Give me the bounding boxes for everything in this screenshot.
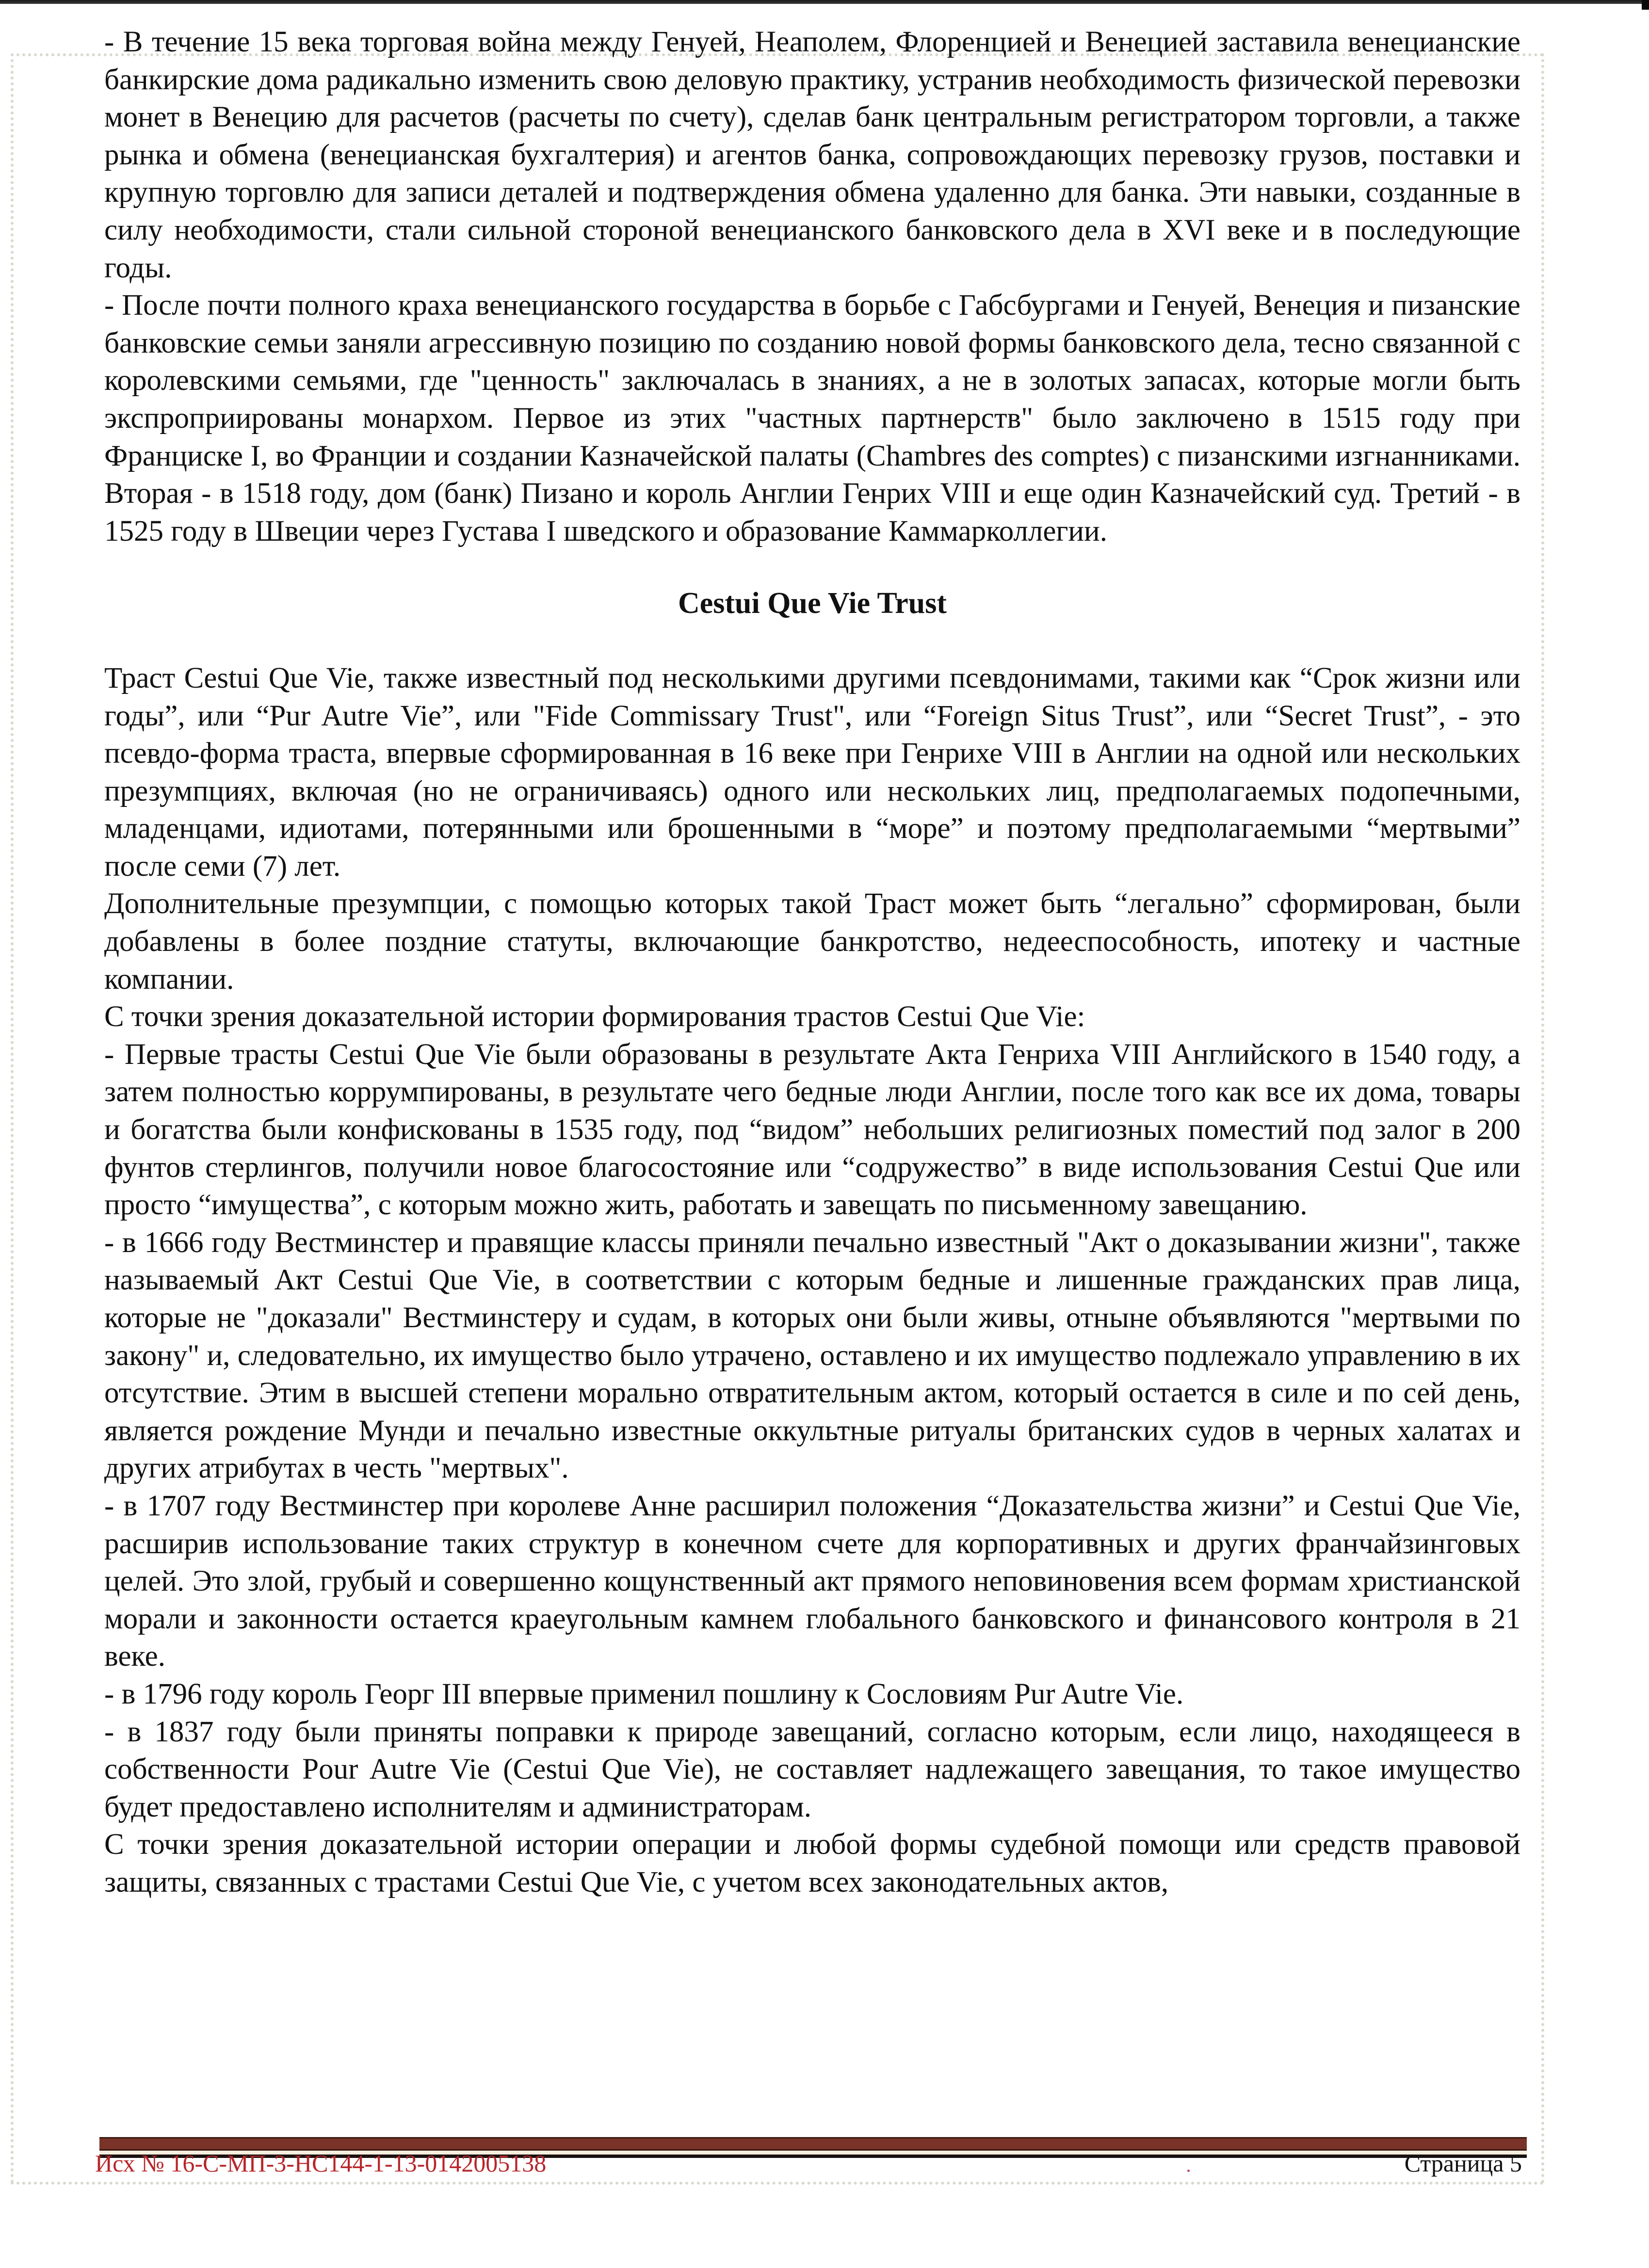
paragraph-act-1837: - в 1837 году были приняты поправки к природе завещаний, согласно которым, если лицо, находящееся в собственности Pour Autre Vie (Cestui Que Vie), не составляет надлежащего завещания, то такое имущество будет предоставлено исполнителям и администраторам. [104,1715,1520,1823]
footer-divider-thick [99,2137,1527,2151]
paragraph-formation-history-intro: С точки зрения доказательной истории формирования трастов Cestui Que Vie: [104,1000,1085,1033]
footer-reference-number: Исх № 16-С-МП-3-НС144-1-13-0142005138 [95,2150,547,2177]
paragraph-private-partnerships: - После почти полного краха венецианского государства в борьбе с Габсбургами и Генуей, Венеция и пизанские банковские семьи заняли агрессивную позицию по созданию новой формы банковского дела, тесно связанной с королевскими семьями, где "ценность" заключалась в знаниях, а не в золотых запасах, которые могли быть экспроприированы монархом. Первое из этих "частных партнерств" было заключено в 1515 году при Франциске I, во Франции и создании Казначейской палаты (Chambres des comptes) с пизанскими изгнанниками. Вторая - в 1518 году, дом (банк) Пизано и король Англии Генрих VIII и еще один Казначейский суд. Третий - в 1525 году в Швеции через Густава I шведского и образование Каммарколлегии. [104,289,1520,547]
document-body [104,23,1520,1901]
paragraph-act-1666: - в 1666 году Вестминстер и правящие классы приняли печально известный "Акт о доказывании жизни", также называемый Акт Cestui Que Vie, в соответствии с которым бедные и лишенные гражданских прав лица, которые не "доказали" Вестминстеру и судам, в которых они были живы, отныне объявляются "мертвыми по закону" и, следовательно, их имущество было утрачено, оставлено и их имущество подлежало управлению в их отсутствие. Этим в высшей степени морально отвратительным актом, который остается в силе и по сей день, является рождение Мунди и печально известные оккультные ритуалы британских судов в черных халатах и других атрибутах в честь "мертвых". [104,1226,1520,1485]
section-heading: Cestui Que Vie Trust [678,587,947,620]
page-number: Страница 5 [1404,2150,1522,2177]
paragraph-venetian-banking: - В течение 15 века торговая война между Генуей, Неаполем, Флоренцией и Венецией заставила венецианские банкирские дома радикально изменить свою деловую практику, устранив необходимость физической перевозки монет в Венецию для расчетов (расчеты по счету), сделав банк центральным регистратором торговли, а также рынка и обмена (венецианская бухгалтерия) и агентов банка, сопровождающих перевозку грузов, поставки и крупную торговлю для записи деталей и подтверждения обмена удаленно для банка. Эти навыки, созданные в силу необходимости, стали сильной стороной венецианского банковского дела в XVI веке и в последующие годы. [104,26,1521,284]
scan-edge-shadow [0,0,1649,4]
paragraph-first-trusts-1540: - Первые трасты Cestui Que Vie были образованы в результате Акта Генриха VIII Английского в 1540 году, а затем полностью коррумпированы, в результате чего бедные люди Англии, после того как все их дома, товары и богатства были конфискованы в 1535 году, под “видом” небольших религиозных поместий под залог в 200 фунтов стерлингов, получили новое благосостояние или “содружество” в виде использования Cestui Que или просто “имущества”, с которым можно жить, работать и завещать по письменному завещанию. [104,1038,1520,1222]
paragraph-additional-presumptions: Дополнительные презумпции, с помощью которых такой Траст может быть “легально” сформирован, были добавлены в более поздние статуты, включающие банкротство, недееспособность, ипотеку и частные компании. [104,887,1520,996]
paragraph-act-1707: - в 1707 году Вестминстер при королеве Анне расширил положения “Доказательства жизни” и Cestui Que Vie, расширив использование таких структур в конечном счете для корпоративных и других франчайзинговых целей. Это злой, грубый и совершенно кощунственный акт прямого неповиновения всем формам христианской морали и законности остается краеугольным камнем глобального банковского и финансового контроля в 21 веке. [104,1489,1520,1673]
paragraph-operation-history: С точки зрения доказательной истории операции и любой формы судебной помощи или средств правовой защиты, связанных с трастами Cestui Que Vie, с учетом всех законодательных актов, [104,1828,1520,1898]
paragraph-act-1796: - в 1796 году король Георг III впервые применил пошлину к Сословиям Pur Autre Vie. [104,1677,1184,1710]
scan-speck [1187,2170,1190,2172]
paragraph-trust-definition: Траст Cestui Que Vie, также известный под несколькими другими псевдонимами, такими как “Срок жизни или годы”, или “Pur Autre Vie”, или "Fide Commissary Trust", или “Foreign Situs Trust”, или “Secret Trust”, - это псевдо-форма траста, впервые сформированная в 16 веке при Генрихе VIII в Англии на одной или нескольких презумпциях, включая (но не ограничиваясь) одного или нескольких лиц, предполагаемых подопечными, младенцами, идиотами, потерянными или брошенными в “море” и поэтому предполагаемыми “мертвыми” после семи (7) лет. [104,661,1520,883]
scan-corner-shadow [1642,0,1649,10]
